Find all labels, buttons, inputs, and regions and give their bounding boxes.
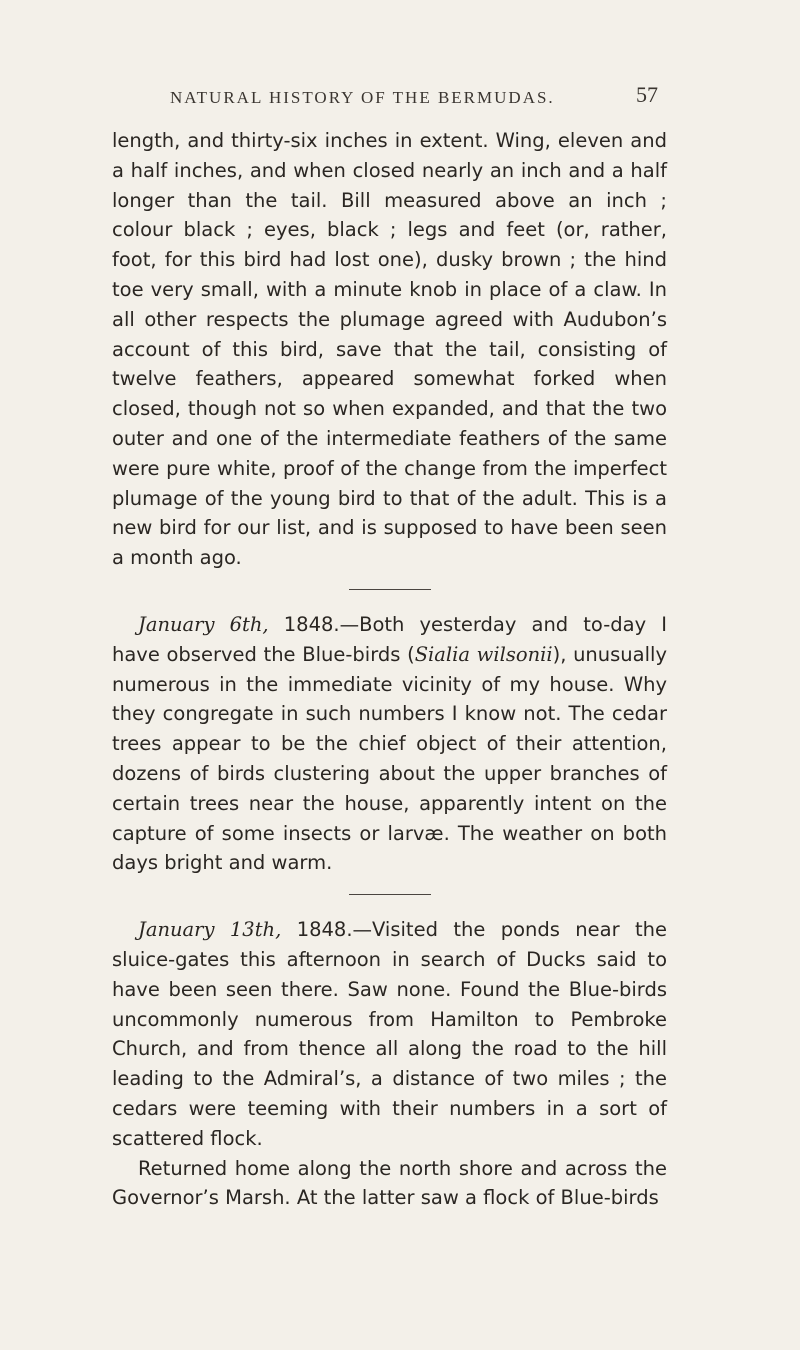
paragraph-returned-home [112, 1154, 667, 1214]
diary-entry-january-13 [112, 915, 667, 1153]
entry-text: ), unusually numerous in the immediate vicinity of my house. Why they congregate in such numbers I know not. The cedar trees appear to be the chief object of their attention, dozens of birds clustering about the upper branches of certain trees near the house, apparently intent on the capture of some insects or larvæ. The weather on both days bright and warm. [112, 642, 667, 875]
entry-text: 1848.—Both yesterday and to-day I have observed the Blue-birds ( [112, 612, 667, 666]
entry-date: January 6th, [138, 612, 269, 636]
paragraph-text: length, and thirty-six inches in extent. Wing, eleven and a half inches, and when closed nearly an inch and a half longer than the tail. Bill measured above an inch ; colour black ; eyes, black ; legs and feet (or, rather, foot, for this bird had lost one), dusky brown ; the hind toe very small, with a minute knob in place of a claw. In all other respects the plumage agreed with Audubon’s account of this bird, save that the tail, consisting of twelve feathers, appeared somewhat forked when closed, though not so when expanded, and that the two outer and one of the intermediate feathers of the same were pure white, proof of the change from the imperfect plumage of the young bird to that of the adult. This is a new bird for our list, and is supposed to have been seen a month ago. [112, 129, 667, 570]
page-number: 57 [636, 82, 658, 107]
entry-text: 1848.—Visited the ponds near the sluice-gates this afternoon in search of Ducks said to have been seen there. Saw none. Found the Blue-birds uncommonly numerous from Hamilton to Pembroke Church, and from thence all along the road to the hill leading to the Admiral’s, a distance of two miles ; the cedars were teeming with their numbers in a sort of scattered flock. [112, 918, 667, 1150]
diary-entry-january-6 [112, 610, 667, 878]
entry-date: January 13th, [138, 918, 282, 942]
body-text [112, 126, 667, 1213]
paragraph-continuation [112, 126, 667, 573]
section-divider [349, 894, 431, 895]
running-head: NATURAL HISTORY OF THE BERMUDAS. [170, 88, 555, 107]
section-divider [349, 589, 431, 590]
paragraph-text: Returned home along the north shore and across the Governor’s Marsh. At the latter saw a flock of Blue-birds [112, 1156, 667, 1210]
species-name: Sialia wilsonii [414, 642, 553, 666]
